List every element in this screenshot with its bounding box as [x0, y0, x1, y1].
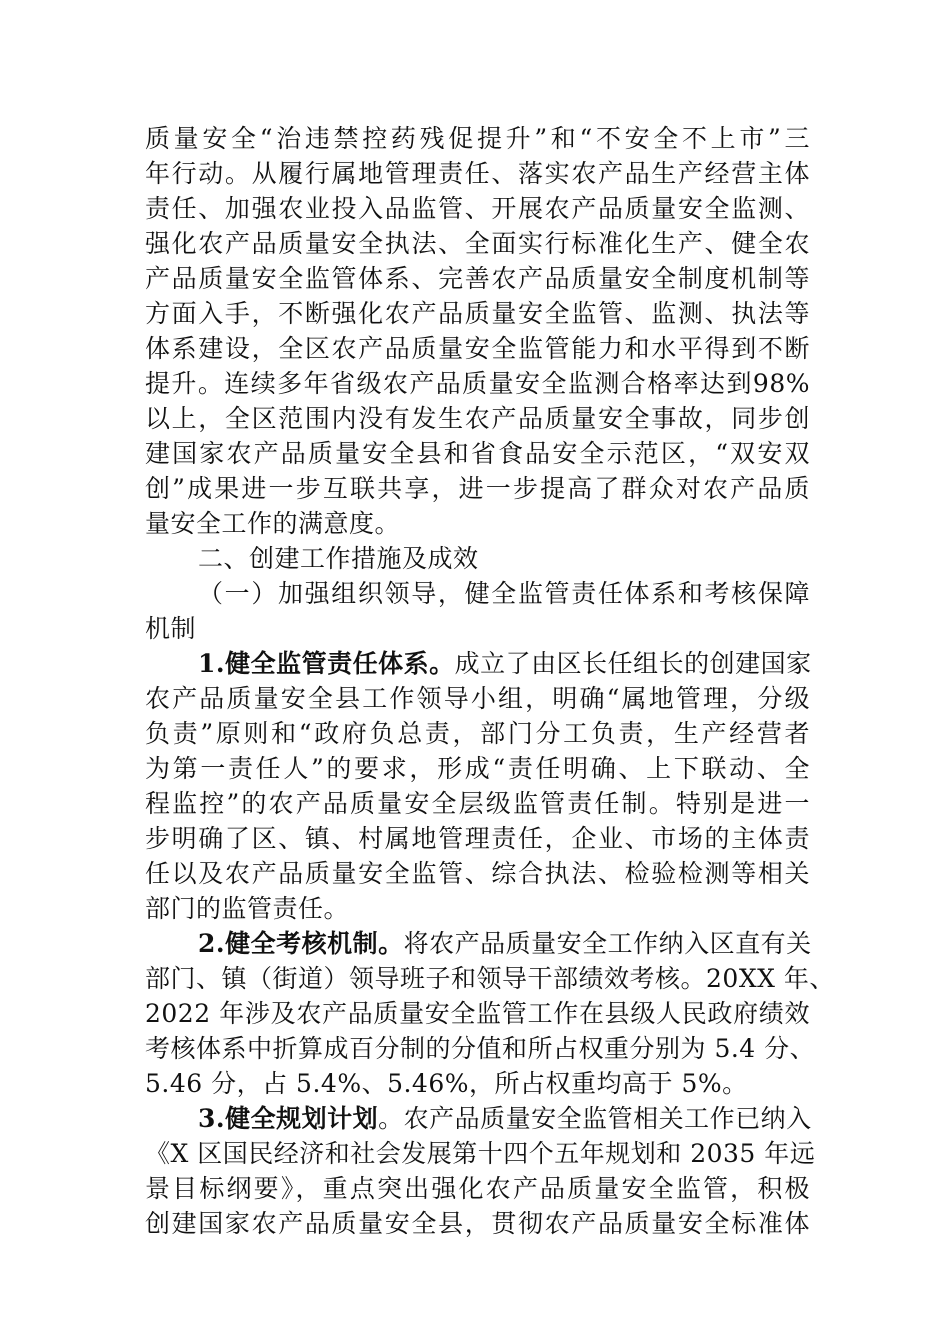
text-line: 为第一责任人”的要求，形成“责任明确、上下联动、全	[145, 754, 810, 783]
text-line: 量安全工作的满意度。	[145, 509, 401, 538]
text-line: 任以及农产品质量安全监管、综合执法、检验检测等相关	[145, 859, 810, 888]
text-line: 责任、加强农业投入品监管、开展农产品质量安全监测、	[145, 194, 810, 223]
text-line: 方面入手，不断强化农产品质量安全监管、监测、执法等	[145, 299, 810, 328]
text-line: 2022 年涉及农产品质量安全监管工作在县级人民政府绩效	[145, 999, 810, 1028]
item2-text: 将农产品质量安全工作纳入区直有关	[403, 929, 812, 958]
text-line: 建国家农产品质量安全县和省食品安全示范区，“双安双	[145, 439, 810, 468]
text-line: 强化农产品质量安全执法、全面实行标准化生产、健全农	[145, 229, 810, 258]
text-line: 部门、镇（街道）领导班子和领导干部绩效考核。20XX 年、	[145, 964, 835, 993]
subheading-cont: 机制	[145, 614, 197, 643]
text-line: 年行动。从履行属地管理责任、落实农产品生产经营主体	[145, 159, 810, 188]
item3-text: 。农产品质量安全监管相关工作已纳入	[378, 1104, 812, 1133]
text-line: 提升。连续多年省级农产品质量安全监测合格率达到98%	[145, 369, 810, 398]
text-line: 负责”原则和“政府负总责，部门分工负责，生产经营者	[145, 719, 810, 748]
item1-text: 成立了由区长任组长的创建国家	[454, 649, 812, 678]
item1-title: 1.健全监管责任体系。	[198, 649, 455, 678]
text-line: 步明确了区、镇、村属地管理责任，企业、市场的主体责	[145, 824, 810, 853]
text-line: 景目标纲要》，重点突出强化农产品质量安全监管，积极	[145, 1174, 810, 1203]
text-line: 农产品质量安全县工作领导小组，明确“属地管理，分级	[145, 684, 810, 713]
text-line: 《X 区国民经济和社会发展第十四个五年规划和 2035 年远	[145, 1139, 816, 1168]
text-line: 质量安全“治违禁控药残促提升”和“不安全不上市”三	[145, 124, 810, 153]
text-line: 部门的监管责任。	[145, 894, 350, 923]
text-line: 体系建设，全区农产品质量安全监管能力和水平得到不断	[145, 334, 810, 363]
text-line: 5.46 分，占 5.4%、5.46%，所占权重均高于 5%。	[145, 1069, 748, 1098]
section-heading: 二、创建工作措施及成效	[198, 544, 479, 573]
item2-first-line	[198, 927, 810, 961]
item2-title: 2.健全考核机制。	[198, 929, 404, 958]
text-line: 产品质量安全监管体系、完善农产品质量安全制度机制等	[145, 264, 810, 293]
text-line: 以上，全区范围内没有发生农产品质量安全事故，同步创	[145, 404, 810, 433]
item1-first-line	[198, 647, 810, 681]
text-line: 创建国家农产品质量安全县，贯彻农产品质量安全标准体	[145, 1209, 810, 1238]
text-line: 程监控”的农产品质量安全层级监管责任制。特别是进一	[145, 789, 810, 818]
item3-first-line	[198, 1102, 810, 1136]
item3-title: 3.健全规划计划	[198, 1104, 379, 1133]
text-line: 考核体系中折算成百分制的分值和所占权重分别为 5.4 分、	[145, 1034, 816, 1063]
text-line: 创”成果进一步互联共享，进一步提高了群众对农产品质	[145, 474, 810, 503]
subheading: （一）加强组织领导，健全监管责任体系和考核保障	[198, 579, 810, 608]
